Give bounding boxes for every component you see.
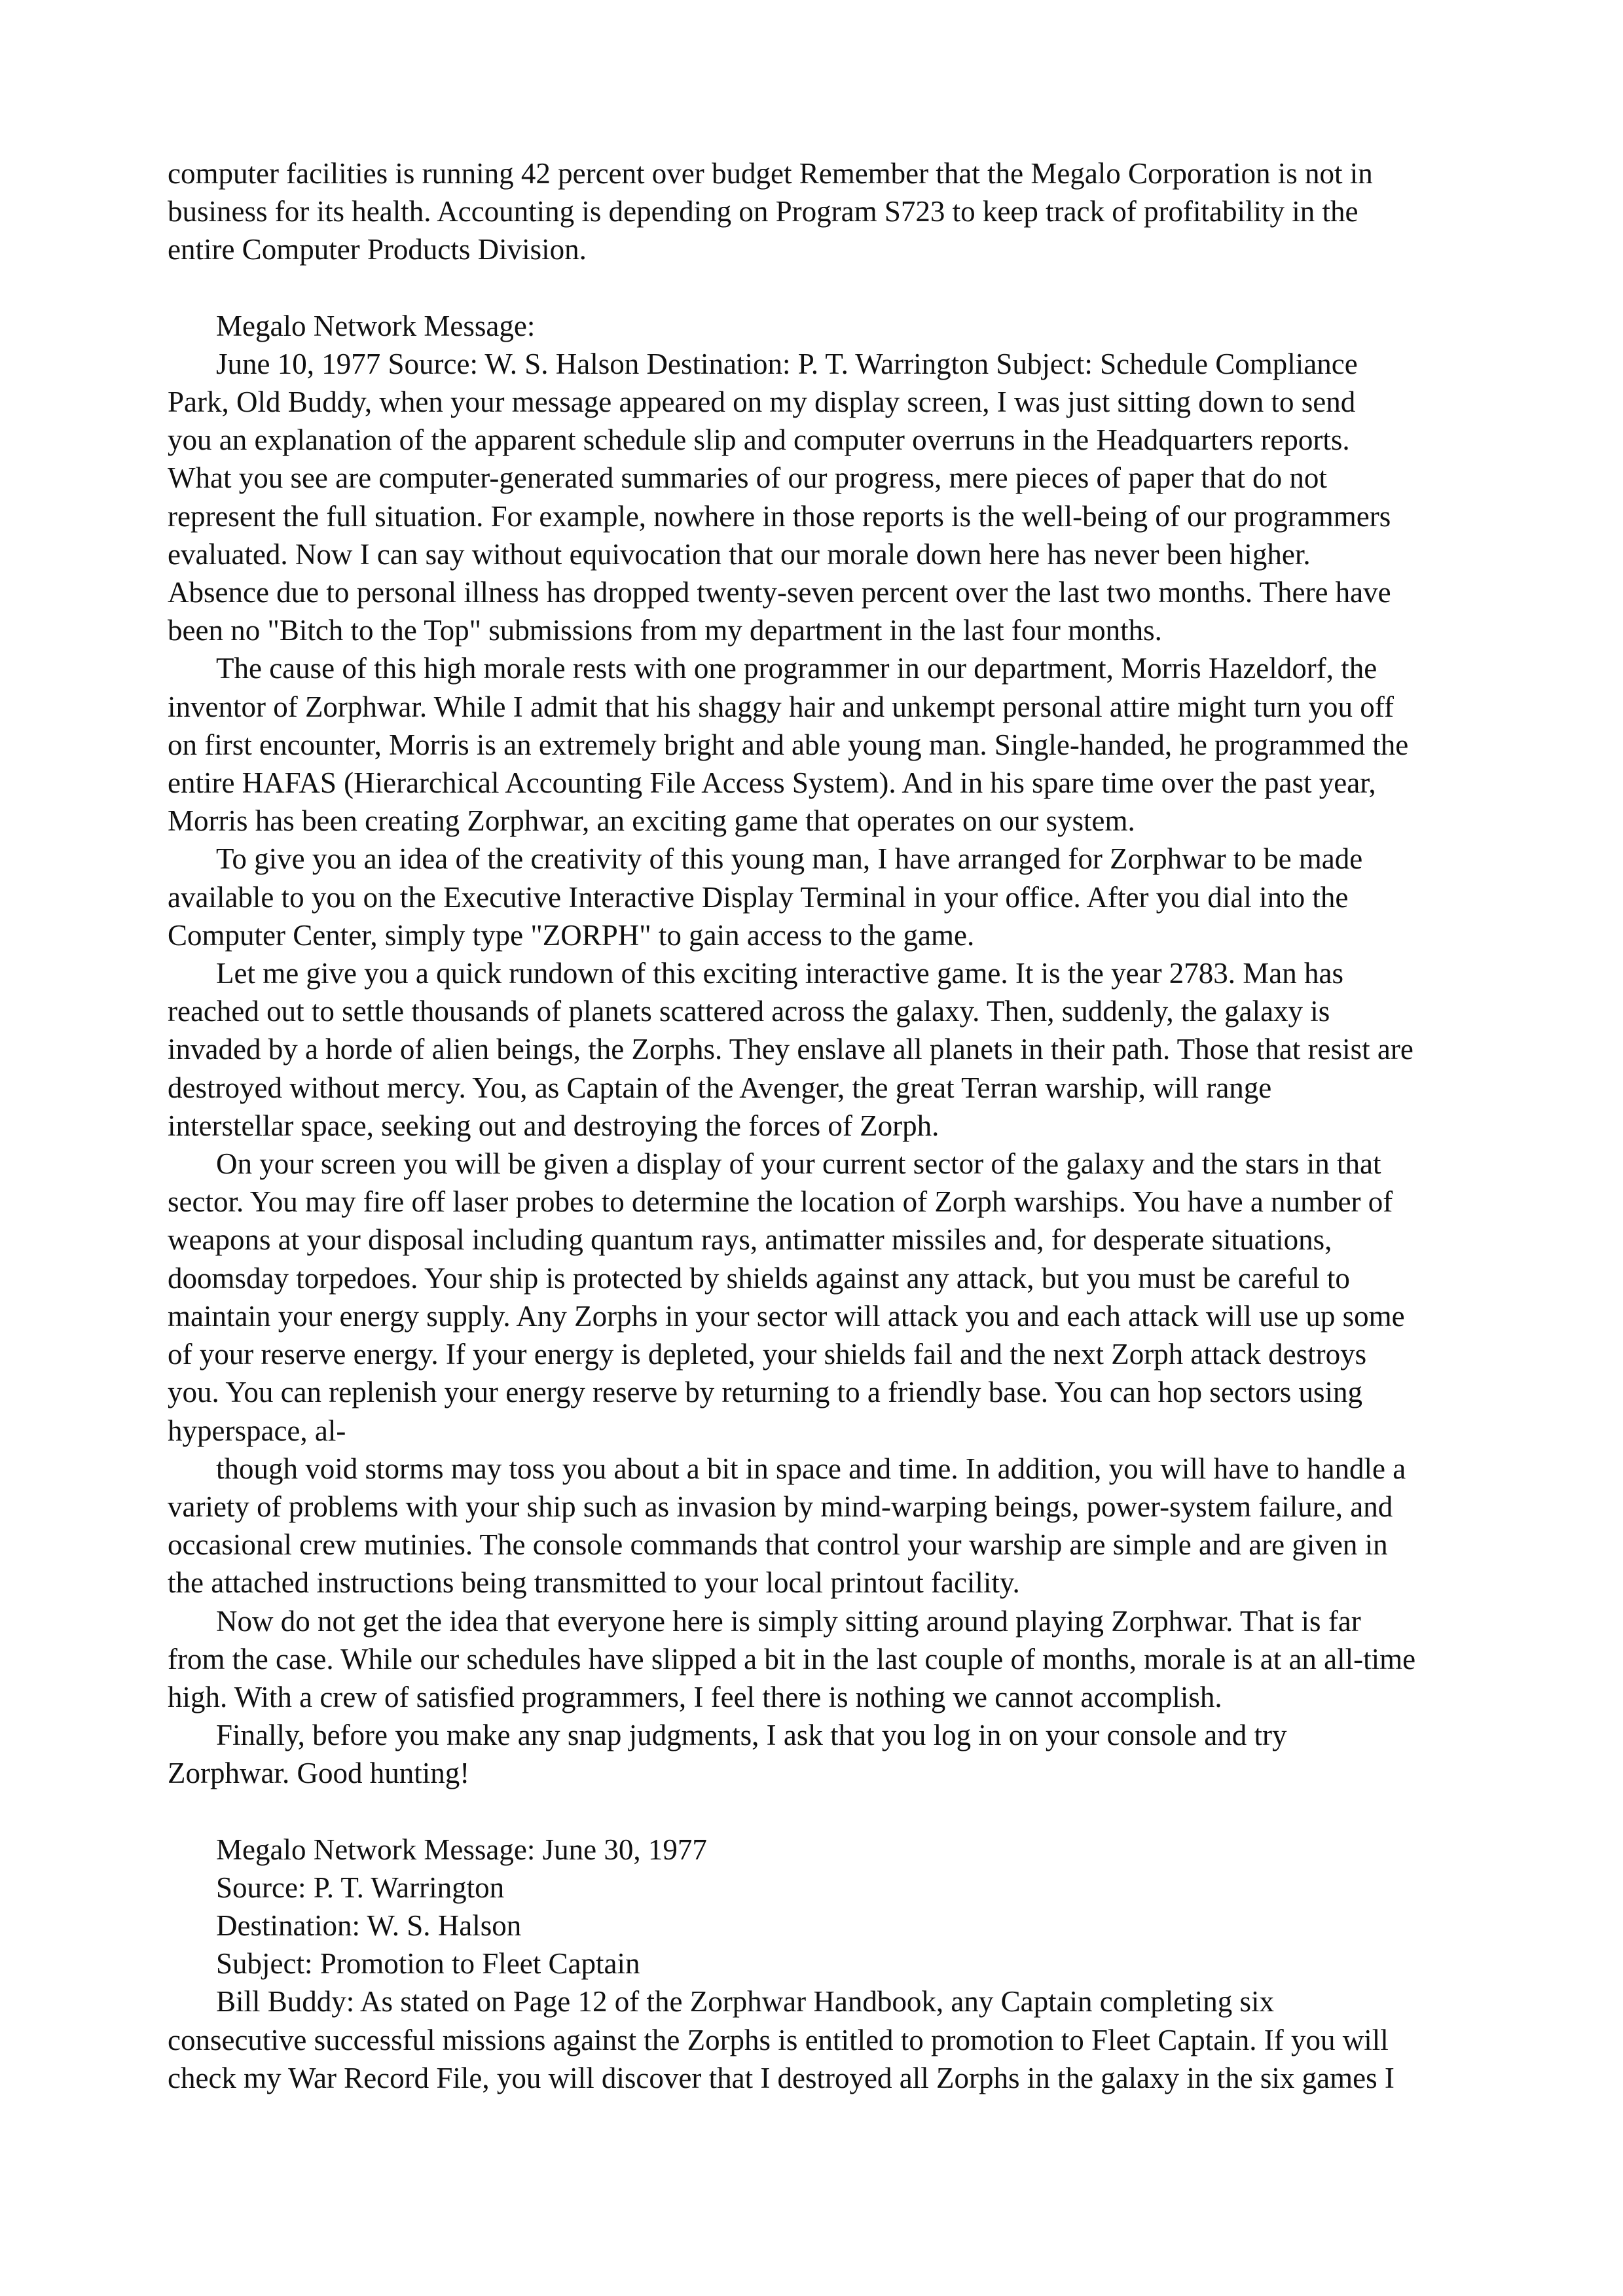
text-line: business for its health. Accounting is depending on Program S723 to keep track of profitability in the	[168, 195, 1359, 228]
text-line: Megalo Network Message: June 30, 1977	[216, 1833, 707, 1866]
paragraph	[168, 1831, 1467, 1869]
paragraph	[168, 1145, 1467, 1450]
text-line: check my War Record File, you will discover that I destroyed all Zorphs in the galaxy in the six games I	[168, 2061, 1395, 2094]
text-line: Morris has been creating Zorphwar, an exciting game that operates on our system.	[168, 804, 1135, 838]
text-line: been no "Bitch to the Top" submissions from my department in the last four months.	[168, 614, 1162, 647]
paragraph	[168, 307, 1467, 345]
text-line: though void storms may toss you about a bit in space and time. In addition, you will have to handle a	[216, 1452, 1406, 1485]
text-line: To give you an idea of the creativity of this young man, I have arranged for Zorphwar to be made	[216, 842, 1363, 876]
text-line: maintain your energy supply. Any Zorphs in your sector will attack you and each attack will use up some	[168, 1299, 1405, 1333]
text-line: from the case. While our schedules have slipped a bit in the last couple of months, morale is at an all-time	[168, 1642, 1416, 1676]
paragraph	[168, 345, 1467, 650]
text-line: doomsday torpedoes. Your ship is protected by shields against any attack, but you must be careful to	[168, 1261, 1350, 1295]
text-line: Park, Old Buddy, when your message appeared on my display screen, I was just sitting down to send	[168, 386, 1356, 419]
paragraph	[168, 1450, 1467, 1602]
text-line: entire Computer Products Division.	[168, 233, 587, 266]
text-line: destroyed without mercy. You, as Captain of the Avenger, the great Terran warship, will range	[168, 1071, 1272, 1104]
text-line: June 10, 1977 Source: W. S. Halson Destination: P. T. Warrington Subject: Schedule Compliance	[216, 347, 1358, 380]
text-line: occasional crew mutinies. The console commands that control your warship are simple and are given in	[168, 1528, 1388, 1562]
text-line: entire HAFAS (Hierarchical Accounting File Access System). And in his spare time over the past year,	[168, 766, 1376, 800]
text-line: consecutive successful missions against the Zorphs is entitled to promotion to Fleet Captain. If you will	[168, 2023, 1389, 2056]
text-line: sector. You may fire off laser probes to determine the location of Zorph warships. You have a number of	[168, 1185, 1393, 1219]
text-line: computer facilities is running 42 percent over budget Remember that the Megalo Corporation is not in	[168, 157, 1373, 190]
paragraph	[168, 1869, 1467, 1907]
paragraph	[168, 954, 1467, 1145]
text-line: hyperspace, al-	[168, 1414, 346, 1447]
text-line: on first encounter, Morris is an extremely bright and able young man. Single-handed, he programmed the	[168, 728, 1409, 761]
text-line: Bill Buddy: As stated on Page 12 of the Zorphwar Handbook, any Captain completing six	[216, 1985, 1275, 2018]
text-line: Computer Center, simply type "ZORPH" to gain access to the game.	[168, 918, 975, 952]
text-line: variety of problems with your ship such as invasion by mind-warping beings, power-system failure, and	[168, 1490, 1393, 1523]
text-line: you an explanation of the apparent schedule slip and computer overruns in the Headquarters reports.	[168, 423, 1350, 457]
text-line: Destination: W. S. Halson	[216, 1909, 522, 1942]
text-line: invaded by a horde of alien beings, the Zorphs. They enslave all planets in their path. Those that resist are	[168, 1033, 1413, 1066]
text-line: Finally, before you make any snap judgments, I ask that you log in on your console and try	[216, 1719, 1287, 1752]
text-line: Zorphwar. Good hunting!	[168, 1757, 470, 1790]
paragraph	[168, 1982, 1467, 2097]
text-line: Megalo Network Message:	[216, 309, 536, 342]
text-line: of your reserve energy. If your energy is depleted, your shields fail and the next Zorph attack destroys	[168, 1338, 1367, 1371]
text-line: Subject: Promotion to Fleet Captain	[216, 1947, 640, 1981]
text-line: Now do not get the idea that everyone here is simply sitting around playing Zorphwar. That is far	[216, 1604, 1361, 1638]
text-line: high. With a crew of satisfied programmers, I feel there is nothing we cannot accomplish.	[168, 1680, 1222, 1713]
text-line: reached out to settle thousands of planets scattered across the galaxy. Then, suddenly, the galaxy is	[168, 995, 1330, 1028]
text-line: inventor of Zorphwar. While I admit that his shaggy hair and unkempt personal attire might turn you off	[168, 690, 1394, 723]
paragraph	[168, 649, 1467, 840]
text-line: represent the full situation. For example, nowhere in those reports is the well-being of our programmers	[168, 499, 1391, 533]
paragraph	[168, 1602, 1467, 1717]
text-line: the attached instructions being transmitted to your local printout facility.	[168, 1566, 1020, 1600]
paragraph	[168, 1716, 1467, 1792]
text-line: Let me give you a quick rundown of this exciting interactive game. It is the year 2783. Man has	[216, 957, 1344, 990]
document-page	[168, 154, 1467, 2097]
text-line: Absence due to personal illness has dropped twenty-seven percent over the last two months. There have	[168, 576, 1391, 609]
text-line: available to you on the Executive Interactive Display Terminal in your office. After you dial into the	[168, 880, 1349, 914]
text-line: On your screen you will be given a display of your current sector of the galaxy and the stars in that	[216, 1147, 1381, 1181]
paragraph	[168, 840, 1467, 954]
text-line: What you see are computer-generated summaries of our progress, mere pieces of paper that do not	[168, 461, 1327, 495]
text-line: interstellar space, seeking out and destroying the forces of Zorph.	[168, 1109, 939, 1142]
paragraph-gap	[168, 269, 1467, 307]
text-line: evaluated. Now I can say without equivocation that our morale down here has never been higher.	[168, 537, 1311, 571]
paragraph	[168, 1945, 1467, 1982]
text-line: you. You can replenish your energy reserve by returning to a friendly base. You can hop sectors using	[168, 1376, 1363, 1409]
paragraph	[168, 154, 1467, 269]
text-line: The cause of this high morale rests with one programmer in our department, Morris Hazeldorf, the	[216, 652, 1377, 685]
paragraph	[168, 1907, 1467, 1945]
text-line: weapons at your disposal including quantum rays, antimatter missiles and, for desperate situations,	[168, 1223, 1332, 1257]
text-line: Source: P. T. Warrington	[216, 1871, 505, 1904]
paragraph-gap	[168, 1793, 1467, 1831]
